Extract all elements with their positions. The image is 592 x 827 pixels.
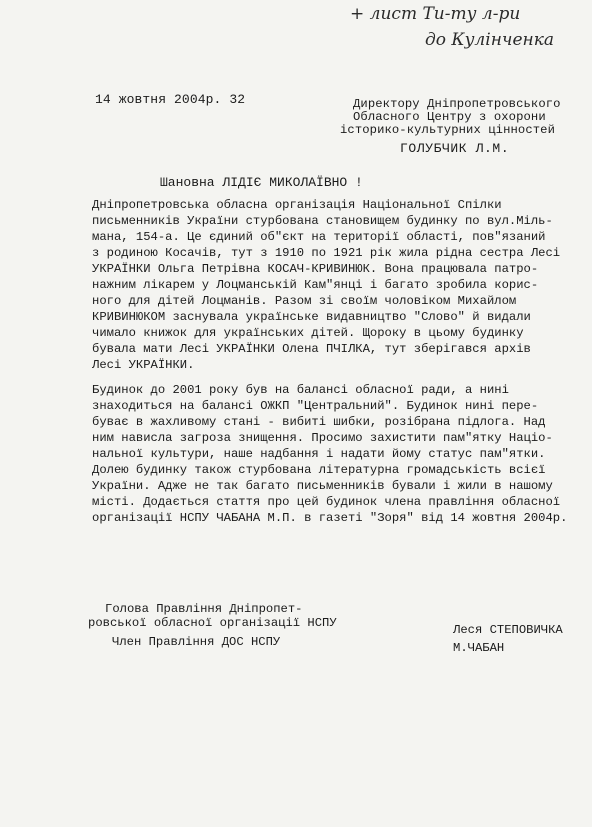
body-line: Будинок до 2001 року був на балансі обласної ради, а нині [92,383,509,397]
body-line: України. Адже не так багато письменників бували і жили в нашому [92,479,553,493]
handwritten-note-line2: до Кулінченка [425,30,555,50]
body-line: з родиною Косачів, тут з 1910 по 1921 рік жила рідна сестра Лесі [92,246,561,260]
body-line: письменників України стурбована становищем будинку по вул.Міль- [92,214,553,228]
addressee-name: ГОЛУБЧИК Л.М. [400,141,510,156]
body-line: КРИВИНЮКОМ заснувала українське видавництво "Слово" й видали [92,310,531,324]
body-line: знаходиться на балансі ОЖКП "Центральний". Будинок нині пере- [92,399,539,413]
date-reference: 14 жовтня 2004р. 32 [95,92,246,107]
body-line: УКРАЇНКИ Ольга Петрівна КОСАЧ-КРИВИНЮК. Вона працювала патро- [92,262,539,276]
signature-left-line1: Голова Правління Дніпропет- [105,602,303,616]
body-line: місті. Додається стаття про цей будинок члена правління обласної [92,495,561,509]
body-line: нажним лікарем у Лоцманській Кам"янці і багато зробила корис- [92,278,539,292]
signature-left-line3: Член Правління ДОС НСПУ [112,635,281,649]
addressee-line1: Директору Дніпропетровського [353,97,561,111]
body-line: ним нависла загроза знищення. Просимо захистити пам"ятку Націо- [92,431,553,445]
body-line: нальної культури, наше надбання і надати йому статус пам"ятки. [92,447,546,461]
body-line: організації НСПУ ЧАБАНА М.П. в газеті "Зоря" від 14 жовтня 2004р. [92,511,568,525]
body-line: ного для дітей Лоцманів. Разом зі своїм чоловіком Михайлом [92,294,517,308]
body-line: Лесі УКРАЇНКИ. [92,358,195,372]
body-line: Долею будинку також стурбована літературна громадськість всієї [92,463,546,477]
signature-left-line2: ровської обласної організації НСПУ [88,616,337,630]
body-line: чимало книжок для українських дітей. Щороку в цьому будинку [92,326,524,340]
signature-right-line1: Леся СТЕПОВИЧКА [453,623,563,637]
body-line: Дніпропетровська обласна організація Національної Спілки [92,198,502,212]
signature-right-line2: М.ЧАБАН [453,641,505,655]
salutation: Шановна ЛІДІЄ МИКОЛАЇВНО ! [160,175,363,190]
body-line: мана, 154-а. Це єдиний об"єкт на території області, пов"язаний [92,230,546,244]
handwritten-note-line1: + лист Ти-ту л-ри [350,4,521,24]
addressee-line2: Обласного Центру з охорони [353,110,546,124]
body-line: бувала мати Лесі УКРАЇНКИ Олена ПЧІЛКА, тут зберігався архів [92,342,531,356]
addressee-line3: історико-культурних цінностей [340,123,555,137]
body-line: буває в жахливому стані - вибиті шибки, розібрана підлога. Над [92,415,546,429]
